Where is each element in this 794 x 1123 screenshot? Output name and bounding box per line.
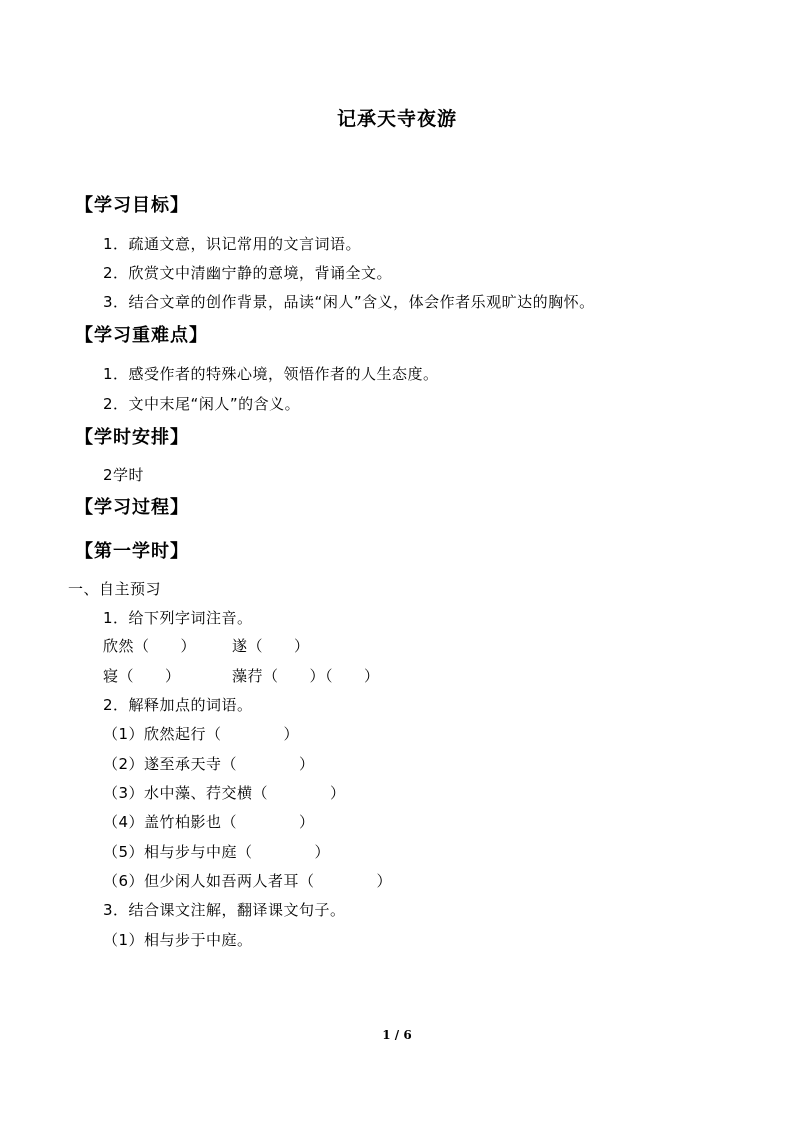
pinyin-item: 寝（ ） (103, 667, 181, 685)
explain-item: （5）相与步与中庭（ ） (103, 843, 331, 861)
goal-item: 1．疏通文意，识记常用的文言词语。 (103, 235, 362, 253)
pinyin-item: 欣然（ ） (103, 637, 197, 655)
explain-item: （6）但少闲人如吾两人者耳（ ） (103, 872, 393, 890)
explain-item: （2）遂至承天寺（ ） (103, 755, 315, 773)
goal-item: 3．结合文章的创作背景，品读“闲人”含义，体会作者乐观旷达的胸怀。 (103, 293, 595, 311)
explain-item: （1）欣然起行（ ） (103, 725, 300, 743)
preview-title: 一、自主预习 (68, 580, 162, 598)
question-2: 2．解释加点的词语。 (103, 696, 253, 714)
pinyin-item: 藻荇（ ）（ ） (232, 667, 380, 685)
keypoint-item: 1．感受作者的特殊心境，领悟作者的人生态度。 (103, 365, 439, 383)
document-title: 记承天寺夜游 (336, 108, 457, 130)
page-number: 1 / 6 (382, 1028, 412, 1042)
section-heading-goals: 【学习目标】 (75, 195, 189, 216)
question-1: 1．给下列字词注音。 (103, 609, 253, 627)
section-heading-process: 【学习过程】 (75, 497, 189, 518)
schedule-text: 2学时 (103, 466, 145, 484)
explain-item: （4）盖竹柏影也（ ） (103, 813, 315, 831)
pinyin-item: 遂（ ） (232, 637, 310, 655)
section-heading-keypoints: 【学习重难点】 (75, 325, 208, 346)
question-3: 3．结合课文注解，翻译课文句子。 (103, 901, 346, 919)
translate-item: （1）相与步于中庭。 (103, 931, 253, 949)
goal-item: 2．欣赏文中清幽宁静的意境，背诵全文。 (103, 264, 393, 282)
explain-item: （3）水中藻、荇交横（ ） (103, 784, 346, 802)
keypoint-item: 2．文中末尾“闲人”的含义。 (103, 395, 301, 413)
section-heading-schedule: 【学时安排】 (75, 427, 189, 448)
section-heading-first-period: 【第一学时】 (75, 541, 189, 562)
